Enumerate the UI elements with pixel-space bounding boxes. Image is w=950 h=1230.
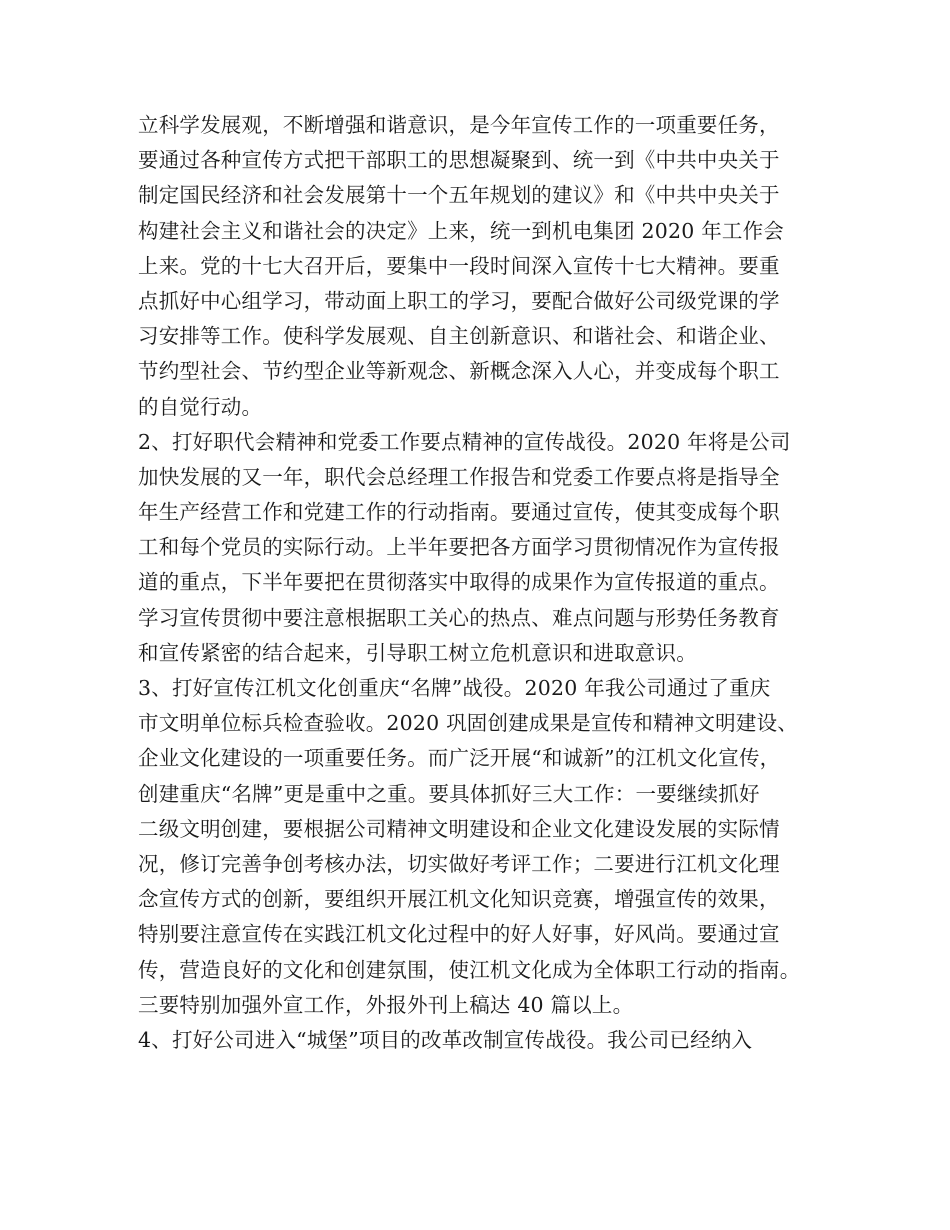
text-line: 年生产经营工作和党建工作的行动指南。要通过宣传，使其变成每个职 (138, 500, 780, 525)
text-line: 学习宣传贯彻中要注意根据职工关心的热点、难点问题与形势任务教育 (138, 605, 780, 630)
text-line: 特别要注意宣传在实践江机文化过程中的好人好事，好风尚。要通过宣 (138, 922, 780, 947)
text-line: 上来。党的十七大召开后，要集中一段时间深入宣传十七大精神。要重 (138, 253, 780, 278)
text-line: 节约型社会、节约型企业等新观念、新概念深入人心，并变成每个职工 (138, 359, 780, 384)
text-line: 制定国民经济和社会发展第十一个五年规划的建议》和《中共中央关于 (138, 183, 780, 208)
text-line: 传，营造良好的文化和创建氛围，使江机文化成为全体职工行动的指南。 (138, 957, 801, 982)
text-line: 二级文明创建，要根据公司精神文明建设和企业文化建设发展的实际情 (138, 816, 780, 841)
text-line: 企业文化建设的一项重要任务。而广泛开展“和诚新”的江机文化宣传， (138, 746, 781, 771)
text-line: 要通过各种宣传方式把干部职工的思想凝聚到、统一到《中共中央关于 (138, 148, 780, 173)
text-line: 点抓好中心组学习，带动面上职工的学习，要配合做好公司级党课的学 (138, 288, 780, 313)
text-line: 习安排等工作。使科学发展观、自主创新意识、和谐社会、和谐企业、 (138, 324, 780, 349)
text-line: 创建重庆“名牌”更是重中之重。要具体抓好三大工作：一要继续抓好 (138, 781, 760, 806)
text-line: 市文明单位标兵检查验收。2020 巩固创建成果是宣传和精神文明建设、 (138, 711, 798, 736)
text-line: 2、打好职代会精神和党委工作要点精神的宣传战役。2020 年将是公司 (138, 429, 791, 454)
text-line: 构建社会主义和谐社会的决定》上来，统一到机电集团 2020 年工作会 (138, 218, 785, 243)
text-line: 的自觉行动。 (138, 394, 263, 419)
text-line: 三要特别加强外宣工作，外报外刊上稿达 40 篇以上。 (138, 992, 634, 1017)
document-body (138, 108, 838, 1058)
text-line: 工和每个党员的实际行动。上半年要把各方面学习贯彻情况作为宣传报 (138, 535, 780, 560)
text-line: 道的重点，下半年要把在贯彻落实中取得的成果作为宣传报道的重点。 (138, 570, 780, 595)
text-line: 况，修订完善争创考核办法，切实做好考评工作；二要进行江机文化理 (138, 851, 780, 876)
text-line: 3、打好宣传江机文化创重庆“名牌”战役。2020 年我公司通过了重庆 (138, 676, 771, 700)
text-line: 念宣传方式的创新，要组织开展江机文化知识竞赛，增强宣传的效果， (138, 887, 780, 912)
text-line: 和宣传紧密的结合起来，引导职工树立危机意识和进取意识。 (138, 640, 697, 665)
text-line: 立科学发展观，不断增强和谐意识，是今年宣传工作的一项重要任务， (138, 113, 780, 137)
text-line: 4、打好公司进入“城堡”项目的改革改制宣传战役。我公司已经纳入 (138, 1027, 753, 1052)
text-line: 加快发展的又一年，职代会总经理工作报告和党委工作要点将是指导全 (138, 464, 780, 489)
